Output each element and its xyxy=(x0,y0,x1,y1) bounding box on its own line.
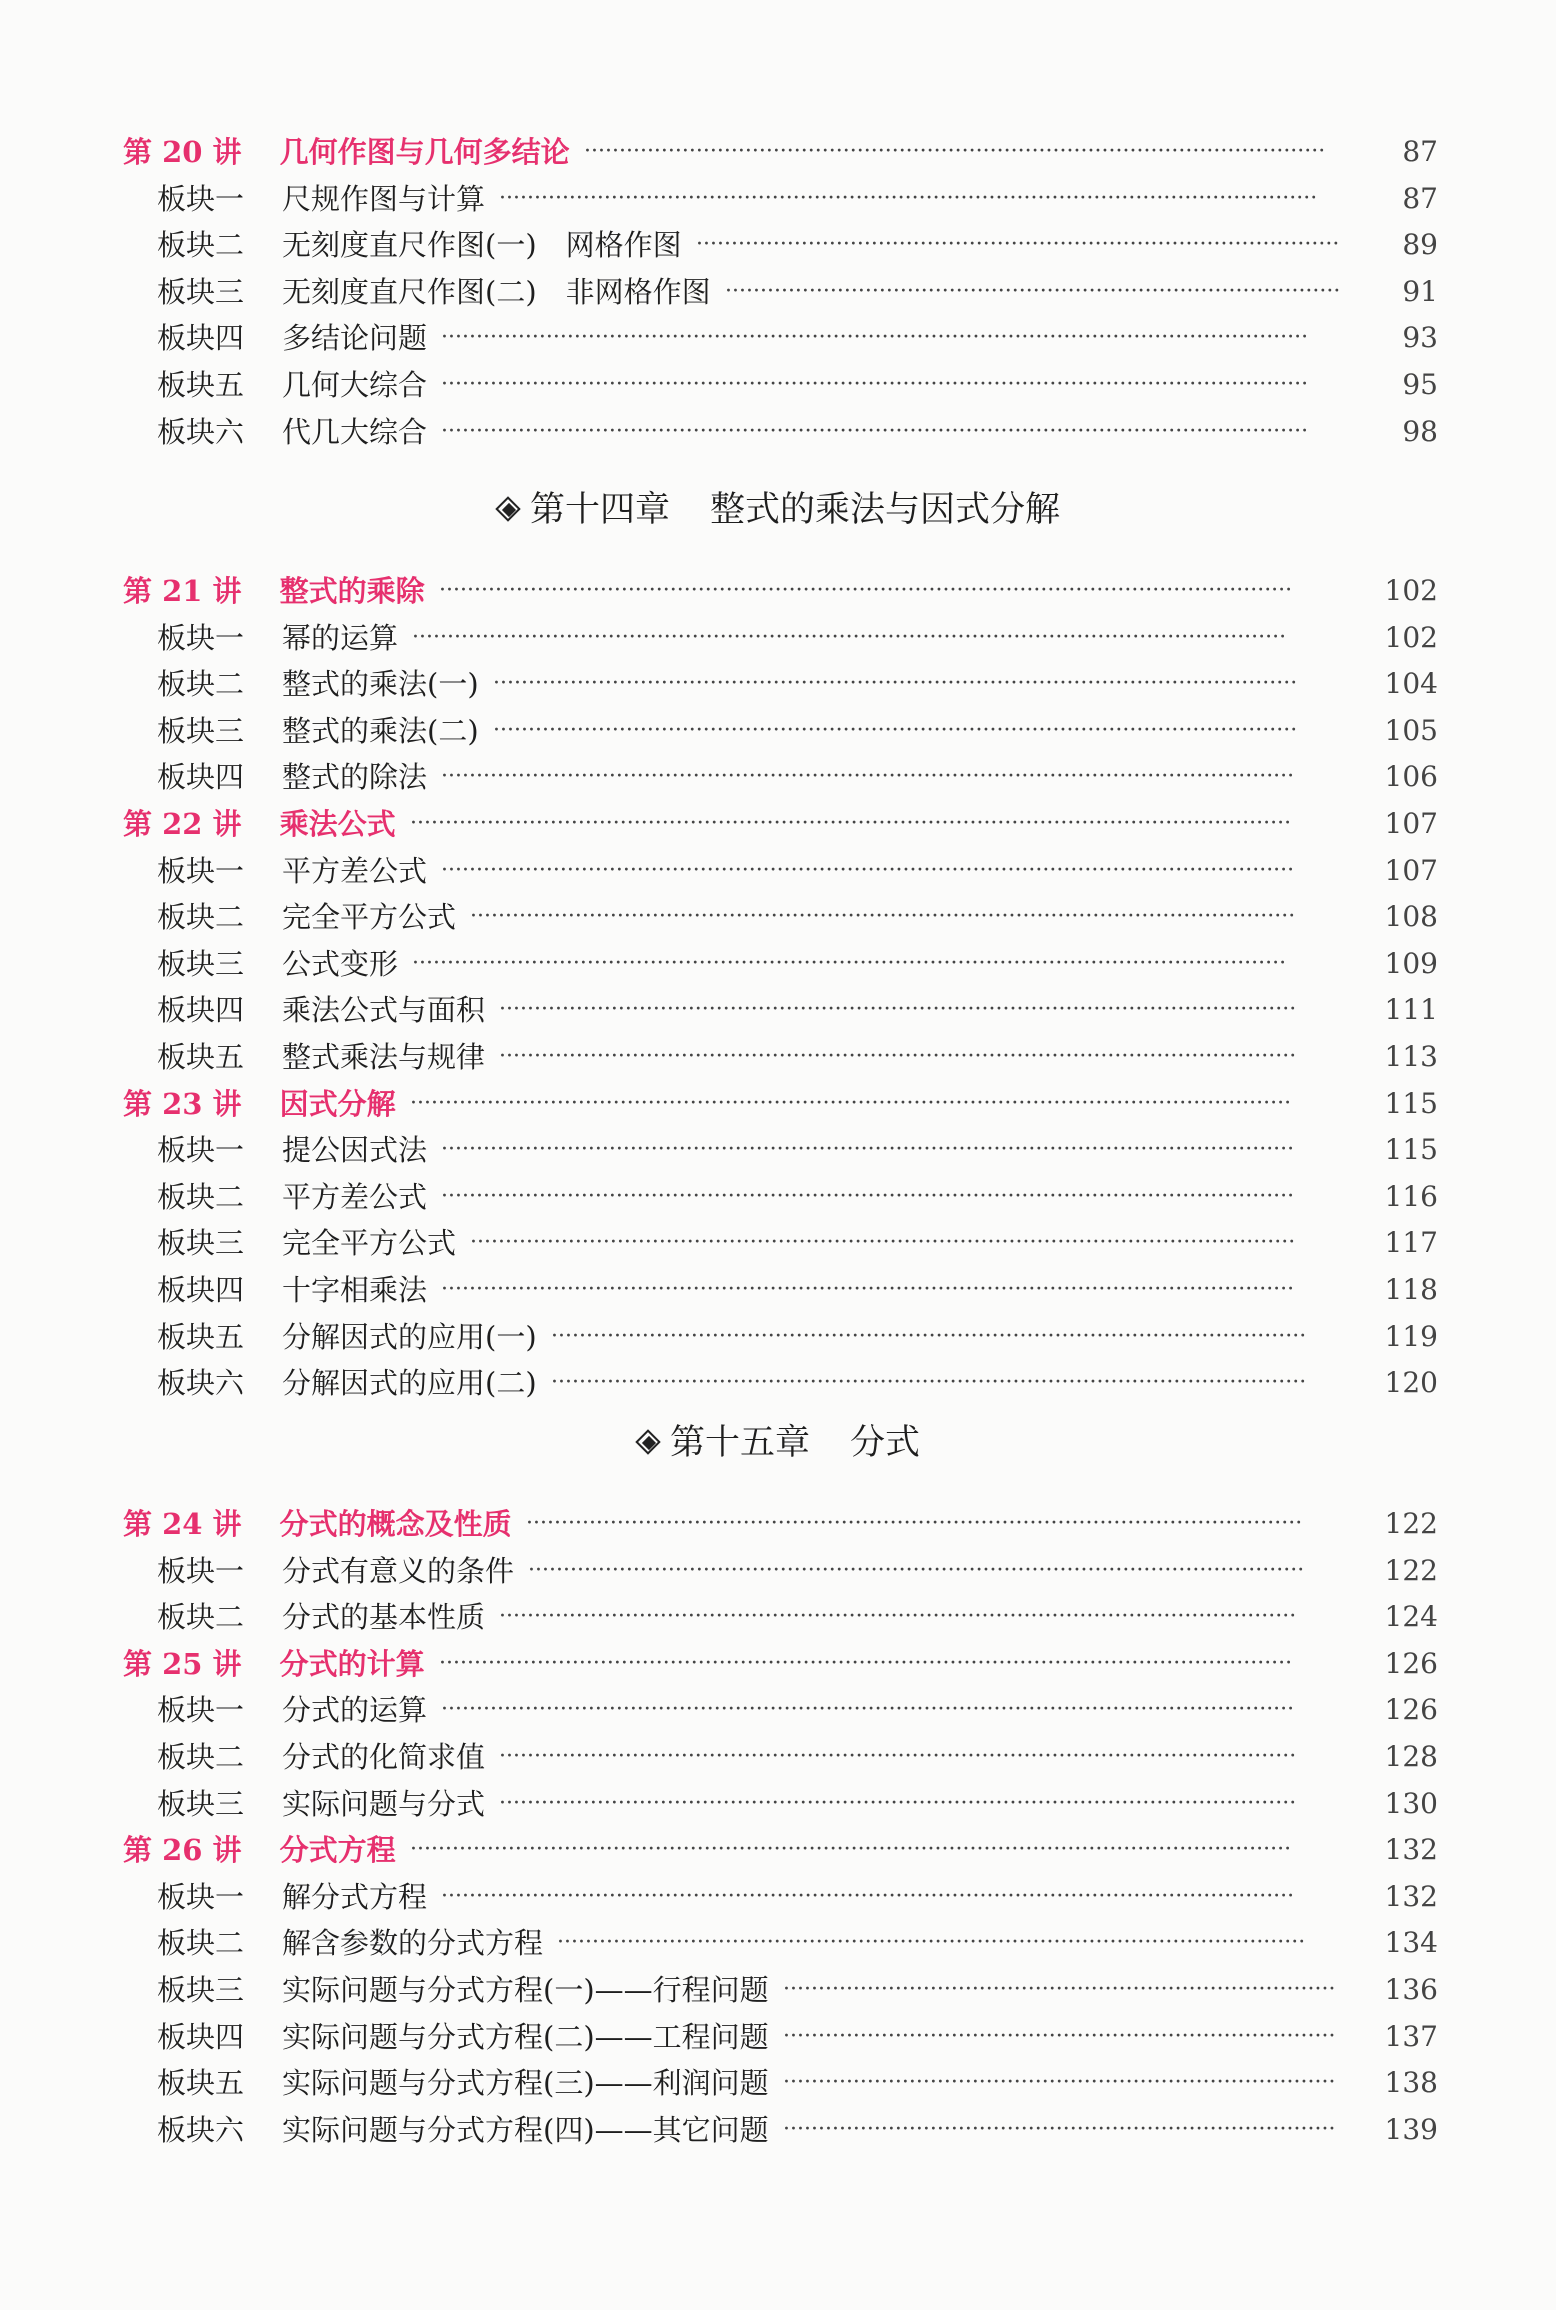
dot-leader: ············································································································ xyxy=(551,1323,1307,1349)
lecture-number: 第 25 讲 xyxy=(123,1646,242,1681)
section-title: 乘法公式与面积 xyxy=(282,993,486,1028)
section-entry[interactable] xyxy=(0,1690,1556,1730)
section-entry[interactable] xyxy=(0,2017,1556,2057)
page-number: 124 xyxy=(1384,1600,1438,1634)
page-number: 132 xyxy=(1384,1833,1438,1867)
diamond-bullet-icon xyxy=(496,497,522,523)
lecture-heading xyxy=(123,1644,425,1684)
section-entry[interactable] xyxy=(0,225,1556,265)
lecture-heading xyxy=(123,1830,396,1870)
section-entry[interactable] xyxy=(0,664,1556,704)
section-title: 无刻度直尺作图(二) 非网格作图 xyxy=(282,274,711,309)
section-title: 分解因式的应用(一) xyxy=(282,1319,537,1354)
lecture-entry[interactable] xyxy=(0,1830,1556,1870)
page-number: 108 xyxy=(1384,900,1438,934)
dot-leader: ······························································································································ xyxy=(410,811,1292,836)
section-heading xyxy=(157,318,427,358)
section-entry[interactable] xyxy=(0,990,1556,1030)
page-number: 111 xyxy=(1384,993,1438,1027)
section-entry[interactable] xyxy=(0,944,1556,984)
lecture-title: 分式方程 xyxy=(279,1833,396,1868)
chapter-number: 第十五章 xyxy=(669,1423,810,1463)
lecture-number: 第 23 讲 xyxy=(123,1086,242,1121)
section-label: 板块二 xyxy=(157,900,245,935)
section-heading xyxy=(157,1597,485,1637)
section-heading xyxy=(157,990,485,1030)
page-number: 116 xyxy=(1384,1179,1438,1213)
section-title: 平方差公式 xyxy=(282,1179,428,1214)
page-number: 115 xyxy=(1384,1133,1438,1167)
section-entry[interactable] xyxy=(0,1970,1556,2010)
lecture-number: 第 20 讲 xyxy=(123,135,242,169)
section-label: 板块五 xyxy=(157,1040,245,1074)
section-label: 板块五 xyxy=(157,368,245,402)
lecture-number: 第 26 讲 xyxy=(123,1833,242,1868)
section-heading xyxy=(157,1317,537,1357)
page-number: 95 xyxy=(1402,368,1438,401)
section-entry[interactable] xyxy=(0,1363,1556,1403)
section-entry[interactable] xyxy=(0,1737,1556,1777)
page-number: 104 xyxy=(1384,667,1438,701)
section-heading xyxy=(157,944,398,984)
section-title: 整式乘法与规律 xyxy=(282,1040,486,1074)
lecture-entry[interactable] xyxy=(0,1504,1556,1544)
dot-leader: ·········································································································· xyxy=(584,139,1326,164)
section-label: 板块二 xyxy=(157,667,245,702)
section-title: 完全平方公式 xyxy=(282,900,457,935)
section-heading xyxy=(157,757,427,797)
section-heading xyxy=(157,225,682,265)
dot-leader: ··············································································································· xyxy=(528,1557,1305,1583)
section-label: 板块一 xyxy=(157,181,245,216)
section-title: 平方差公式 xyxy=(282,853,428,888)
section-heading xyxy=(157,1737,485,1777)
section-entry[interactable] xyxy=(0,1551,1556,1591)
lecture-entry[interactable] xyxy=(0,1084,1556,1124)
dot-leader: ··················································································································· xyxy=(493,671,1298,697)
dot-leader: ·························································································································· xyxy=(441,1277,1295,1302)
lecture-title: 乘法公式 xyxy=(279,807,396,841)
dot-leader: ·················································································································· xyxy=(499,1790,1297,1816)
section-label: 板块一 xyxy=(157,1553,245,1588)
section-heading xyxy=(157,1784,485,1824)
section-title: 几何大综合 xyxy=(282,368,428,402)
lecture-number: 第 22 讲 xyxy=(123,807,242,841)
section-title: 整式的乘法(一) xyxy=(282,667,479,702)
lecture-entry[interactable] xyxy=(0,1644,1556,1684)
lecture-heading xyxy=(123,132,570,172)
section-entry[interactable] xyxy=(0,2110,1556,2150)
section-entry[interactable] xyxy=(0,1177,1556,1217)
page-number: 120 xyxy=(1384,1366,1438,1400)
page-number: 102 xyxy=(1384,574,1438,607)
dot-leader: ····················································································································· xyxy=(499,185,1318,211)
section-label: 板块一 xyxy=(157,620,245,655)
dot-leader: ······················································································································ xyxy=(470,1230,1296,1256)
section-heading xyxy=(157,1877,427,1917)
dot-leader: ·························································································································· xyxy=(439,578,1293,603)
section-label: 板块四 xyxy=(157,321,245,356)
chapter-heading xyxy=(0,485,1556,535)
lecture-heading xyxy=(123,804,396,844)
section-label: 板块二 xyxy=(157,1740,245,1774)
chapter-number: 第十四章 xyxy=(529,490,670,530)
section-title: 尺规作图与计算 xyxy=(282,181,486,216)
dot-leader: ·················································································································· xyxy=(499,1604,1297,1630)
dot-leader: ····························································································································· xyxy=(412,950,1287,976)
section-label: 板块一 xyxy=(157,1133,245,1168)
section-label: 板块四 xyxy=(157,993,245,1028)
dot-leader: ············································································································ xyxy=(551,1370,1307,1396)
chapter-heading xyxy=(0,1418,1556,1468)
lecture-number: 第 24 讲 xyxy=(123,1507,242,1541)
section-entry[interactable] xyxy=(0,2063,1556,2103)
page-number: 117 xyxy=(1384,1226,1438,1260)
lecture-title: 整式的乘除 xyxy=(279,574,425,608)
lecture-heading xyxy=(123,571,425,611)
dot-leader: ·················································································································· xyxy=(499,1744,1297,1769)
page-number: 118 xyxy=(1384,1273,1438,1306)
section-title: 分式的化简求值 xyxy=(282,1740,486,1774)
section-title: 幂的运算 xyxy=(282,620,399,655)
page-number: 137 xyxy=(1384,2019,1438,2053)
section-label: 板块六 xyxy=(157,2112,245,2147)
section-entry[interactable] xyxy=(0,897,1556,937)
page-number: 132 xyxy=(1384,1879,1438,1913)
dot-leader: ·························································································································· xyxy=(441,764,1295,790)
section-heading xyxy=(157,1923,543,1963)
page-number: 89 xyxy=(1402,228,1438,262)
section-title: 解分式方程 xyxy=(282,1879,428,1914)
section-entry[interactable] xyxy=(0,1270,1556,1310)
section-title: 实际问题与分式方程(二)——工程问题 xyxy=(282,2019,769,2054)
lecture-heading xyxy=(123,1504,512,1544)
section-heading xyxy=(157,1130,427,1170)
dot-leader: ···························································································································· xyxy=(441,418,1309,444)
page-number: 138 xyxy=(1384,2066,1438,2100)
section-heading xyxy=(157,272,711,312)
section-title: 实际问题与分式 xyxy=(282,1786,486,1821)
section-entry[interactable] xyxy=(0,1597,1556,1637)
section-heading xyxy=(157,1037,485,1077)
section-label: 板块二 xyxy=(157,1926,245,1961)
page-number: 93 xyxy=(1402,321,1438,355)
chapter-heading-inner xyxy=(496,485,1060,535)
dot-leader: ··············································································· xyxy=(783,1977,1336,2002)
section-heading xyxy=(157,1177,427,1217)
dot-leader: ·························································································································· xyxy=(441,1697,1295,1723)
page-number: 107 xyxy=(1384,853,1438,887)
section-heading xyxy=(157,1970,769,2010)
page-number: 102 xyxy=(1384,620,1438,654)
section-heading xyxy=(157,412,427,452)
lecture-entry[interactable] xyxy=(0,804,1556,844)
section-label: 板块一 xyxy=(157,1693,245,1728)
section-entry[interactable] xyxy=(0,1317,1556,1357)
dot-leader: ··············································································· xyxy=(783,2023,1336,2049)
section-heading xyxy=(157,1270,427,1310)
section-entry[interactable] xyxy=(0,711,1556,751)
section-heading xyxy=(157,1551,514,1591)
page-number: 107 xyxy=(1384,807,1438,840)
section-label: 板块五 xyxy=(157,2066,245,2101)
lecture-title: 因式分解 xyxy=(279,1086,396,1121)
page-number: 126 xyxy=(1384,1646,1438,1680)
page-number: 119 xyxy=(1384,1319,1438,1353)
section-title: 实际问题与分式方程(一)——行程问题 xyxy=(282,1973,769,2007)
section-heading xyxy=(157,851,427,891)
page-number: 128 xyxy=(1384,1740,1438,1773)
page-number: 106 xyxy=(1384,760,1438,794)
page-number: 113 xyxy=(1384,1040,1438,1073)
section-title: 分式有意义的条件 xyxy=(282,1553,515,1588)
lecture-title: 几何作图与几何多结论 xyxy=(279,135,570,169)
page-number: 109 xyxy=(1384,946,1438,980)
section-heading xyxy=(157,2110,769,2150)
lecture-number: 第 21 讲 xyxy=(123,574,242,608)
dot-leader: ·························································································································· xyxy=(441,1883,1295,1909)
dot-leader: ···························································································· xyxy=(696,232,1340,258)
section-entry[interactable] xyxy=(0,1130,1556,1170)
dot-leader: ·················································································································· xyxy=(499,997,1297,1023)
section-entry[interactable] xyxy=(0,1784,1556,1824)
section-entry[interactable] xyxy=(0,1223,1556,1263)
section-label: 板块三 xyxy=(157,946,245,981)
section-label: 板块一 xyxy=(157,1879,245,1914)
dot-leader: ······························································································································ xyxy=(410,1090,1292,1116)
section-label: 板块三 xyxy=(157,713,245,748)
section-label: 板块六 xyxy=(157,414,245,449)
dot-leader: ·························································································································· xyxy=(441,1183,1295,1209)
section-heading xyxy=(157,2063,769,2103)
page-number: 115 xyxy=(1384,1086,1438,1120)
section-title: 完全平方公式 xyxy=(282,1226,457,1261)
section-label: 板块二 xyxy=(157,1600,245,1635)
section-label: 板块二 xyxy=(157,1179,245,1214)
section-label: 板块一 xyxy=(157,853,245,888)
page-number: 122 xyxy=(1384,1553,1438,1587)
section-title: 公式变形 xyxy=(282,946,399,981)
section-entry[interactable] xyxy=(0,318,1556,358)
section-title: 实际问题与分式方程(四)——其它问题 xyxy=(282,2112,769,2147)
section-title: 提公因式法 xyxy=(282,1133,428,1168)
section-title: 十字相乘法 xyxy=(282,1273,428,1307)
section-heading xyxy=(157,1363,537,1403)
section-entry[interactable] xyxy=(0,618,1556,658)
dot-leader: ··············································································································· xyxy=(526,1511,1303,1536)
section-heading xyxy=(157,365,427,405)
chapter-heading-inner xyxy=(636,1418,920,1468)
section-entry[interactable] xyxy=(0,272,1556,312)
dot-leader: ·························································································································· xyxy=(439,1650,1293,1676)
dot-leader: ························································································ xyxy=(725,278,1341,304)
section-label: 板块三 xyxy=(157,1973,245,2007)
section-heading xyxy=(157,711,479,751)
section-entry[interactable] xyxy=(0,179,1556,219)
section-title: 整式的乘法(二) xyxy=(282,713,479,748)
section-title: 代几大综合 xyxy=(282,414,428,449)
section-heading xyxy=(157,664,479,704)
chapter-title: 分式 xyxy=(850,1423,921,1463)
dot-leader: ··············································································· xyxy=(783,2116,1336,2142)
section-title: 多结论问题 xyxy=(282,321,428,356)
dot-leader: ·················································································································· xyxy=(499,1044,1297,1069)
dot-leader: ···························································································································· xyxy=(441,372,1309,397)
section-label: 板块五 xyxy=(157,1319,245,1354)
section-title: 整式的除法 xyxy=(282,760,428,795)
page-number: 122 xyxy=(1384,1507,1438,1540)
section-entry[interactable] xyxy=(0,1037,1556,1077)
section-label: 板块三 xyxy=(157,1226,245,1261)
section-label: 板块三 xyxy=(157,274,245,309)
section-heading xyxy=(157,2017,769,2057)
section-title: 无刻度直尺作图(一) 网格作图 xyxy=(282,228,682,263)
lecture-title: 分式的计算 xyxy=(279,1646,425,1681)
section-entry[interactable] xyxy=(0,1923,1556,1963)
dot-leader: ··········································································································· xyxy=(557,1930,1306,1956)
section-title: 解含参数的分式方程 xyxy=(282,1926,544,1961)
section-title: 实际问题与分式方程(三)——利润问题 xyxy=(282,2066,769,2101)
section-title: 分式的基本性质 xyxy=(282,1600,486,1635)
chapter-title: 整式的乘法与因式分解 xyxy=(710,490,1061,530)
section-label: 板块四 xyxy=(157,2019,245,2054)
section-entry[interactable] xyxy=(0,757,1556,797)
section-entry[interactable] xyxy=(0,851,1556,891)
page-number: 139 xyxy=(1384,2112,1438,2146)
section-entry[interactable] xyxy=(0,365,1556,405)
dot-leader: ····························································································································· xyxy=(412,624,1287,650)
section-label: 板块四 xyxy=(157,760,245,795)
page-number: 91 xyxy=(1402,274,1438,308)
lecture-title: 分式的概念及性质 xyxy=(279,1507,512,1541)
lecture-entry[interactable] xyxy=(0,571,1556,611)
dot-leader: ··················································································································· xyxy=(493,717,1298,743)
page-number: 98 xyxy=(1402,414,1438,448)
section-heading xyxy=(157,897,456,937)
section-heading xyxy=(157,179,485,219)
section-title: 分式的运算 xyxy=(282,1693,428,1728)
diamond-bullet-icon xyxy=(636,1430,662,1456)
section-label: 板块三 xyxy=(157,1786,245,1821)
page-number: 130 xyxy=(1384,1786,1438,1820)
dot-leader: ···························································································································· xyxy=(441,325,1309,351)
dot-leader: ······························································································································ xyxy=(410,1837,1292,1863)
dot-leader: ··············································································· xyxy=(783,2070,1336,2096)
section-entry[interactable] xyxy=(0,1877,1556,1917)
lecture-entry[interactable] xyxy=(0,132,1556,172)
page-number: 126 xyxy=(1384,1693,1438,1727)
section-entry[interactable] xyxy=(0,412,1556,452)
section-label: 板块二 xyxy=(157,228,245,263)
dot-leader: ·························································································································· xyxy=(441,1137,1295,1163)
page-number: 134 xyxy=(1384,1926,1438,1960)
page-number: 87 xyxy=(1402,181,1438,215)
dot-leader: ······················································································································ xyxy=(470,904,1296,930)
page-number: 105 xyxy=(1384,713,1438,747)
page-number: 87 xyxy=(1402,135,1438,168)
section-title: 分解因式的应用(二) xyxy=(282,1366,537,1401)
section-heading xyxy=(157,1690,427,1730)
section-label: 板块六 xyxy=(157,1366,245,1401)
section-heading xyxy=(157,618,398,658)
section-label: 板块四 xyxy=(157,1273,245,1307)
dot-leader: ·························································································································· xyxy=(441,857,1295,883)
page-number: 136 xyxy=(1384,1973,1438,2006)
section-heading xyxy=(157,1223,456,1263)
lecture-heading xyxy=(123,1084,396,1124)
